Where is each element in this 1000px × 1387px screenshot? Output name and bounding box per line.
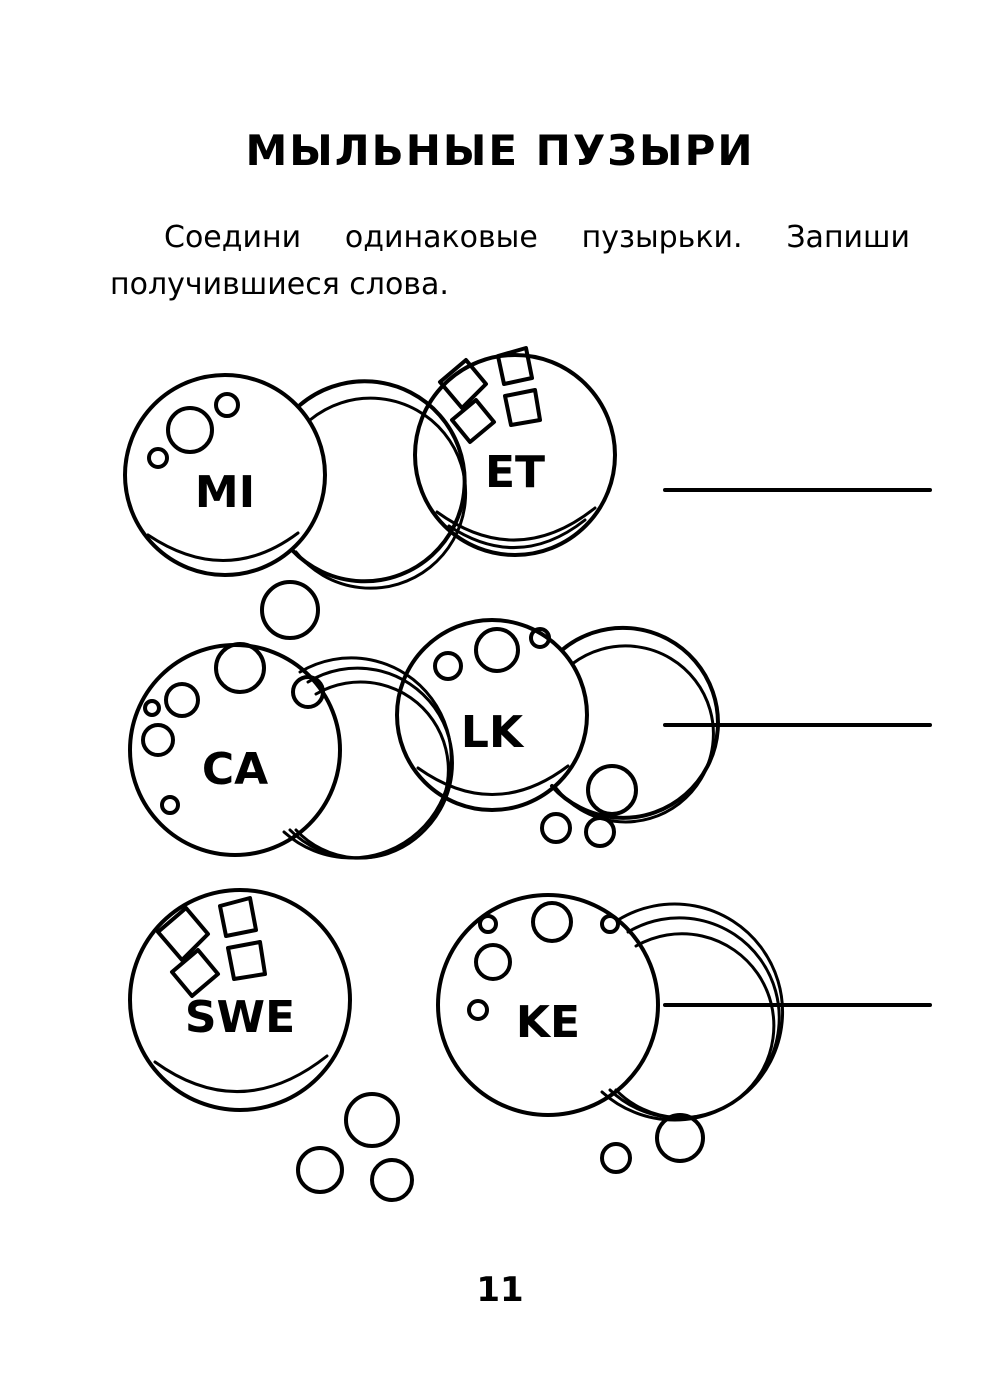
bubble-et-group[interactable]	[415, 348, 615, 555]
bubble-lk-group[interactable]	[397, 620, 718, 846]
page-title: МЫЛЬНЫЕ ПУЗЫРИ	[245, 126, 755, 176]
bubble-label-ke: KE	[515, 997, 581, 1048]
page-number: 11	[476, 1270, 524, 1310]
bubble-label-et: ET	[484, 447, 546, 498]
instructions-text: Соедини одинаковые пузырьки. Запиши получившиеся слова.	[110, 220, 910, 302]
bubble-ke-group[interactable]	[438, 895, 783, 1172]
bubble-mi-group[interactable]	[125, 375, 466, 638]
bubbles-illustration	[0, 320, 1000, 1250]
bubble-swe-group[interactable]	[130, 890, 412, 1200]
bubble-label-ca: CA	[201, 744, 269, 795]
bubble-label-lk: LK	[460, 707, 524, 758]
bubbles-exercise-area	[0, 320, 1000, 1250]
bubble-label-swe: SWE	[184, 992, 296, 1043]
bubble-label-mi: MI	[194, 467, 256, 518]
